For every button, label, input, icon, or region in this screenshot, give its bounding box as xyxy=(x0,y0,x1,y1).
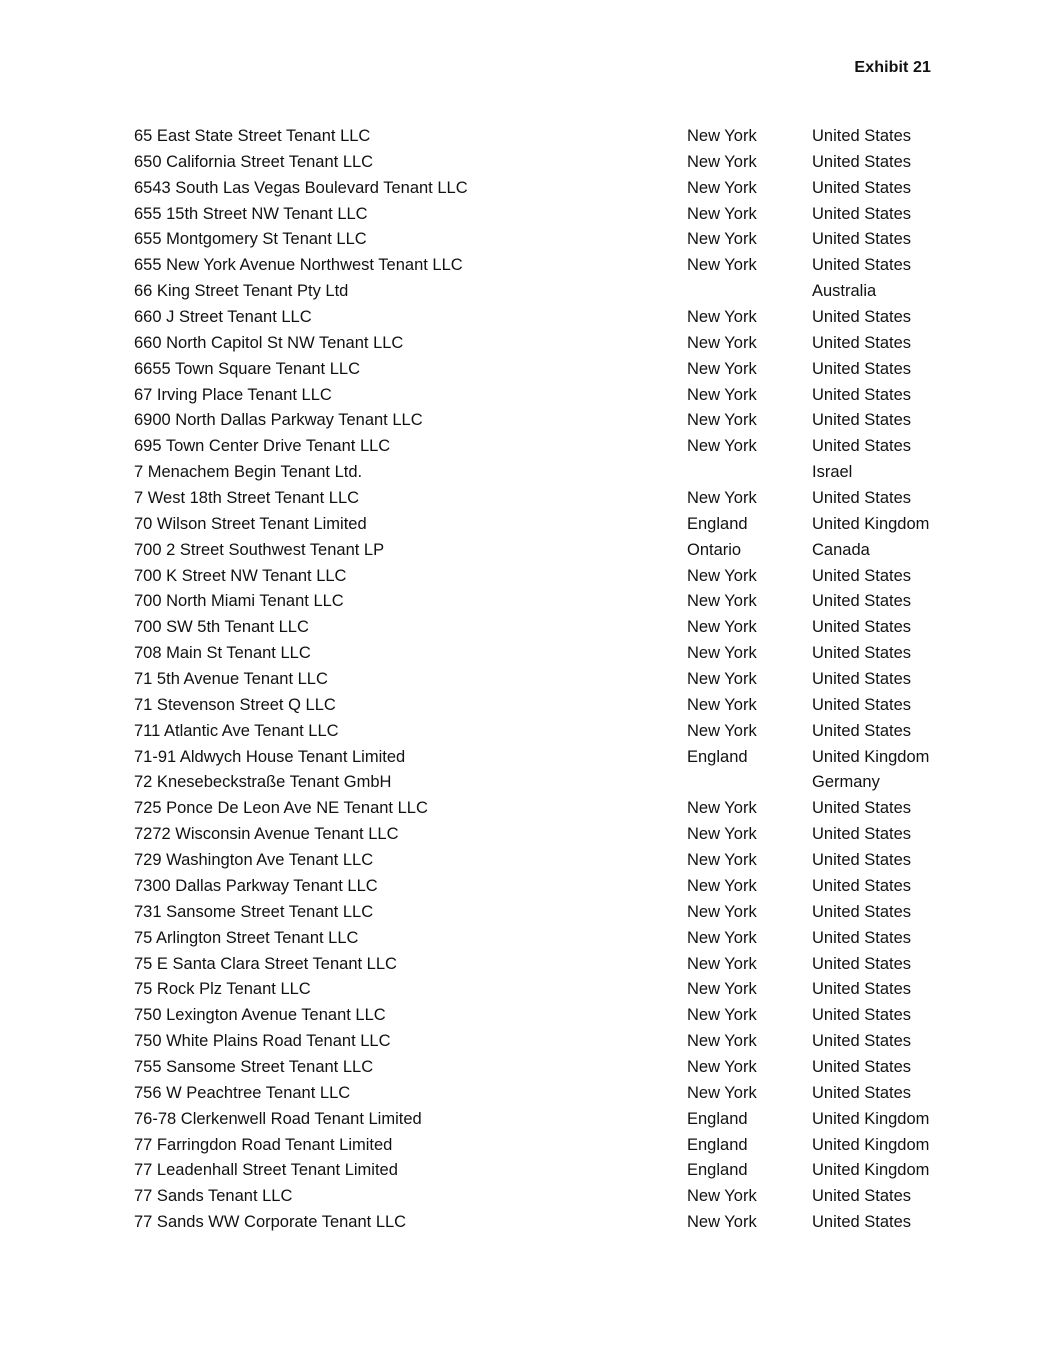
entity-name: 655 Montgomery St Tenant LLC xyxy=(134,230,367,249)
jurisdiction-state: New York xyxy=(687,644,757,663)
subsidiary-row xyxy=(134,1184,964,1210)
subsidiary-row xyxy=(134,383,964,409)
subsidiary-row xyxy=(134,1055,964,1081)
subsidiary-row xyxy=(134,770,964,796)
subsidiary-row xyxy=(134,486,964,512)
subsidiary-row xyxy=(134,1158,964,1184)
jurisdiction-country: United States xyxy=(812,333,912,352)
jurisdiction-country: Germany xyxy=(812,773,880,792)
jurisdiction-state: New York xyxy=(687,851,757,870)
entity-name: 750 White Plains Road Tenant LLC xyxy=(134,1032,391,1051)
jurisdiction-country: United States xyxy=(812,230,912,249)
jurisdiction-state: New York xyxy=(687,230,757,249)
jurisdiction-country: United States xyxy=(812,204,912,223)
entity-name: 655 New York Avenue Northwest Tenant LLC xyxy=(134,256,463,275)
jurisdiction-country: United States xyxy=(812,385,912,404)
jurisdiction-country: United States xyxy=(812,876,912,895)
subsidiary-row xyxy=(134,1003,964,1029)
jurisdiction-country: United States xyxy=(812,489,912,508)
entity-name: 7300 Dallas Parkway Tenant LLC xyxy=(134,876,378,895)
jurisdiction-country: United Kingdom xyxy=(812,1161,930,1180)
subsidiary-row xyxy=(134,538,964,564)
subsidiary-row xyxy=(134,952,964,978)
jurisdiction-country: Israel xyxy=(812,463,853,482)
jurisdiction-country: United States xyxy=(812,670,912,689)
entity-name: 700 North Miami Tenant LLC xyxy=(134,592,344,611)
jurisdiction-country: United States xyxy=(812,359,912,378)
subsidiary-row xyxy=(134,693,964,719)
jurisdiction-country: United States xyxy=(812,1083,912,1102)
subsidiary-row xyxy=(134,822,964,848)
subsidiary-row xyxy=(134,279,964,305)
entity-name: 725 Ponce De Leon Ave NE Tenant LLC xyxy=(134,799,428,818)
jurisdiction-state: New York xyxy=(687,204,757,223)
entity-name: 731 Sansome Street Tenant LLC xyxy=(134,902,374,921)
jurisdiction-country: United States xyxy=(812,721,912,740)
jurisdiction-country: United States xyxy=(812,954,912,973)
subsidiary-row xyxy=(134,796,964,822)
jurisdiction-state: New York xyxy=(687,178,757,197)
entity-name: 77 Sands WW Corporate Tenant LLC xyxy=(134,1213,407,1232)
subsidiary-row xyxy=(134,745,964,771)
jurisdiction-country: United States xyxy=(812,437,912,456)
entity-name: 76-78 Clerkenwell Road Tenant Limited xyxy=(134,1109,422,1128)
jurisdiction-state: New York xyxy=(687,1187,757,1206)
jurisdiction-state: New York xyxy=(687,876,757,895)
subsidiary-row xyxy=(134,202,964,228)
jurisdiction-state: New York xyxy=(687,695,757,714)
jurisdiction-country: United States xyxy=(812,1187,912,1206)
jurisdiction-state: New York xyxy=(687,592,757,611)
entity-name: 67 Irving Place Tenant LLC xyxy=(134,385,332,404)
jurisdiction-country: United States xyxy=(812,1213,912,1232)
entity-name: 708 Main St Tenant LLC xyxy=(134,644,311,663)
entity-name: 6543 South Las Vegas Boulevard Tenant LLC xyxy=(134,178,468,197)
subsidiary-row xyxy=(134,848,964,874)
subsidiary-row xyxy=(134,926,964,952)
jurisdiction-country: United States xyxy=(812,127,912,145)
jurisdiction-country: Australia xyxy=(812,282,877,301)
subsidiary-row xyxy=(134,564,964,590)
jurisdiction-state: New York xyxy=(687,127,757,145)
jurisdiction-state: New York xyxy=(687,411,757,430)
subsidiary-row xyxy=(134,305,964,331)
jurisdiction-country: United Kingdom xyxy=(812,747,930,766)
subsidiary-row xyxy=(134,1081,964,1107)
entity-name: 75 Arlington Street Tenant LLC xyxy=(134,928,359,947)
subsidiary-row xyxy=(134,227,964,253)
entity-name: 700 K Street NW Tenant LLC xyxy=(134,566,347,585)
jurisdiction-country: United States xyxy=(812,644,912,663)
jurisdiction-country: United Kingdom xyxy=(812,514,930,533)
jurisdiction-country: United States xyxy=(812,178,912,197)
jurisdiction-country: United States xyxy=(812,152,912,171)
exhibit-title: Exhibit 21 xyxy=(854,59,931,76)
jurisdiction-state: New York xyxy=(687,359,757,378)
entity-name: 72 Knesebeckstraße Tenant GmbH xyxy=(134,773,392,792)
subsidiary-row xyxy=(134,1029,964,1055)
entity-name: 77 Farringdon Road Tenant Limited xyxy=(134,1135,393,1154)
jurisdiction-country: United States xyxy=(812,308,912,327)
entity-name: 695 Town Center Drive Tenant LLC xyxy=(134,437,391,456)
subsidiary-row xyxy=(134,589,964,615)
jurisdiction-state: New York xyxy=(687,1057,757,1076)
jurisdiction-state: New York xyxy=(687,152,757,171)
entity-name: 660 North Capitol St NW Tenant LLC xyxy=(134,333,404,352)
entity-name: 700 SW 5th Tenant LLC xyxy=(134,618,309,637)
subsidiary-row xyxy=(134,900,964,926)
jurisdiction-country: Canada xyxy=(812,540,870,559)
jurisdiction-state: New York xyxy=(687,902,757,921)
entity-name: 660 J Street Tenant LLC xyxy=(134,308,312,327)
jurisdiction-state: New York xyxy=(687,308,757,327)
jurisdiction-state: New York xyxy=(687,618,757,637)
entity-name: 7 Menachem Begin Tenant Ltd. xyxy=(134,463,363,482)
jurisdiction-country: United Kingdom xyxy=(812,1135,930,1154)
jurisdiction-state: New York xyxy=(687,385,757,404)
jurisdiction-state: New York xyxy=(687,799,757,818)
jurisdiction-country: United States xyxy=(812,851,912,870)
jurisdiction-state: Ontario xyxy=(687,540,742,559)
subsidiary-row xyxy=(134,253,964,279)
jurisdiction-state: New York xyxy=(687,928,757,947)
entity-name: 66 King Street Tenant Pty Ltd xyxy=(134,282,349,301)
jurisdiction-state: England xyxy=(687,1161,748,1180)
entity-name: 7 West 18th Street Tenant LLC xyxy=(134,489,360,508)
entity-name: 65 East State Street Tenant LLC xyxy=(134,127,371,145)
jurisdiction-state: New York xyxy=(687,1032,757,1051)
subsidiary-list xyxy=(134,124,964,1236)
entity-name: 75 E Santa Clara Street Tenant LLC xyxy=(134,954,397,973)
subsidiary-row xyxy=(134,719,964,745)
jurisdiction-state: New York xyxy=(687,566,757,585)
subsidiary-row xyxy=(134,357,964,383)
entity-name: 756 W Peachtree Tenant LLC xyxy=(134,1083,351,1102)
jurisdiction-country: United Kingdom xyxy=(812,1109,930,1128)
subsidiary-row xyxy=(134,1107,964,1133)
entity-name: 650 California Street Tenant LLC xyxy=(134,152,374,171)
entity-name: 71-91 Aldwych House Tenant Limited xyxy=(134,747,406,766)
jurisdiction-state: England xyxy=(687,514,748,533)
subsidiary-row xyxy=(134,176,964,202)
jurisdiction-state: New York xyxy=(687,980,757,999)
jurisdiction-state: England xyxy=(687,1135,748,1154)
entity-name: 71 Stevenson Street Q LLC xyxy=(134,695,336,714)
jurisdiction-state: New York xyxy=(687,256,757,275)
subsidiary-row xyxy=(134,434,964,460)
subsidiary-row xyxy=(134,615,964,641)
subsidiary-row xyxy=(134,331,964,357)
subsidiary-row xyxy=(134,460,964,486)
jurisdiction-state: New York xyxy=(687,721,757,740)
jurisdiction-country: United States xyxy=(812,980,912,999)
subsidiary-row xyxy=(134,150,964,176)
jurisdiction-state: New York xyxy=(687,954,757,973)
subsidiary-row xyxy=(134,874,964,900)
subsidiary-row xyxy=(134,408,964,434)
entity-name: 711 Atlantic Ave Tenant LLC xyxy=(134,721,339,740)
subsidiary-row xyxy=(134,641,964,667)
jurisdiction-country: United States xyxy=(812,256,912,275)
subsidiary-row xyxy=(134,1210,964,1236)
jurisdiction-state: New York xyxy=(687,1213,757,1232)
jurisdiction-country: United States xyxy=(812,928,912,947)
jurisdiction-country: United States xyxy=(812,566,912,585)
jurisdiction-country: United States xyxy=(812,902,912,921)
jurisdiction-country: United States xyxy=(812,618,912,637)
entity-name: 77 Sands Tenant LLC xyxy=(134,1187,293,1206)
jurisdiction-state: New York xyxy=(687,333,757,352)
entity-name: 700 2 Street Southwest Tenant LP xyxy=(134,540,385,559)
entity-name: 75 Rock Plz Tenant LLC xyxy=(134,980,311,999)
subsidiary-row xyxy=(134,977,964,1003)
entity-name: 71 5th Avenue Tenant LLC xyxy=(134,670,328,689)
entity-name: 7272 Wisconsin Avenue Tenant LLC xyxy=(134,825,399,844)
jurisdiction-country: United States xyxy=(812,695,912,714)
subsidiary-row xyxy=(134,667,964,693)
jurisdiction-country: United States xyxy=(812,799,912,818)
jurisdiction-state: New York xyxy=(687,489,757,508)
entity-name: 6900 North Dallas Parkway Tenant LLC xyxy=(134,411,423,430)
jurisdiction-state: England xyxy=(687,747,748,766)
jurisdiction-state: England xyxy=(687,1109,748,1128)
subsidiary-row xyxy=(134,124,964,150)
jurisdiction-state: New York xyxy=(687,1006,757,1025)
entity-name: 750 Lexington Avenue Tenant LLC xyxy=(134,1006,386,1025)
entity-name: 729 Washington Ave Tenant LLC xyxy=(134,851,374,870)
jurisdiction-country: United States xyxy=(812,825,912,844)
entity-name: 77 Leadenhall Street Tenant Limited xyxy=(134,1161,398,1180)
entity-name: 70 Wilson Street Tenant Limited xyxy=(134,514,367,533)
entity-name: 755 Sansome Street Tenant LLC xyxy=(134,1057,374,1076)
subsidiary-row xyxy=(134,1133,964,1159)
jurisdiction-state: New York xyxy=(687,670,757,689)
jurisdiction-state: New York xyxy=(687,825,757,844)
jurisdiction-state: New York xyxy=(687,437,757,456)
jurisdiction-country: United States xyxy=(812,1057,912,1076)
jurisdiction-country: United States xyxy=(812,1032,912,1051)
subsidiary-row xyxy=(134,512,964,538)
jurisdiction-state: New York xyxy=(687,1083,757,1102)
entity-name: 6655 Town Square Tenant LLC xyxy=(134,359,360,378)
jurisdiction-country: United States xyxy=(812,1006,912,1025)
entity-name: 655 15th Street NW Tenant LLC xyxy=(134,204,368,223)
jurisdiction-country: United States xyxy=(812,592,912,611)
jurisdiction-country: United States xyxy=(812,411,912,430)
